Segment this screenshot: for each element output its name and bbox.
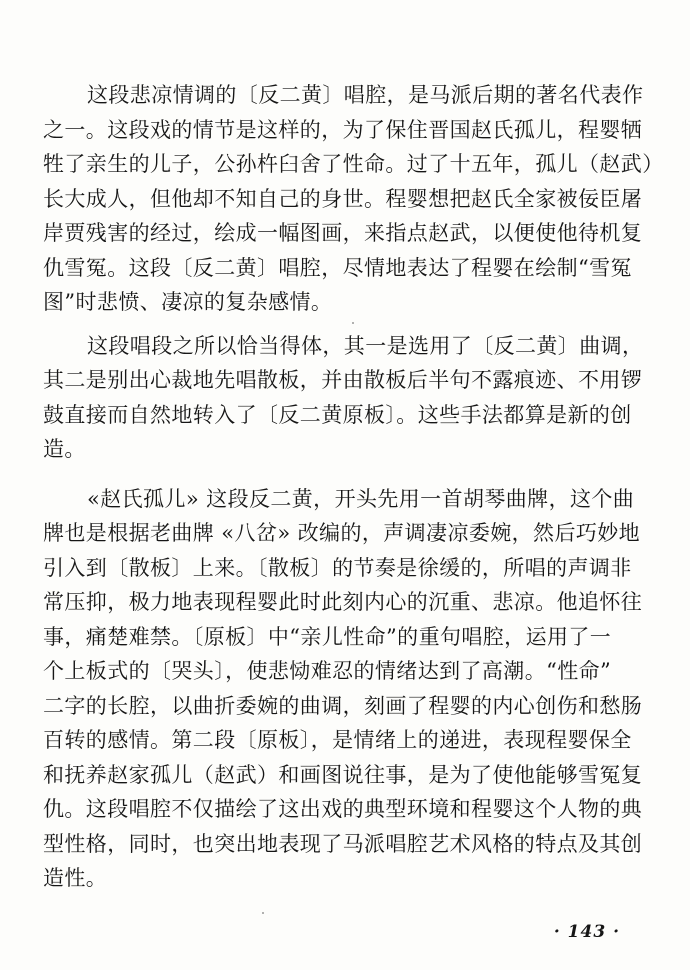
scan-speck: [262, 912, 264, 914]
paragraph-3: [43, 482, 649, 896]
paragraph-2: [43, 329, 649, 467]
text-line: 事，痛楚难禁。〔原板〕中“亲儿性命”的重句唱腔，运用了一: [43, 624, 612, 649]
text-line: 图”时悲愤、凄凉的复杂感情。: [43, 290, 333, 314]
text-line: 岸贾残害的经过，绘成一幅图画，来指点赵武，以便使他待机复: [43, 221, 643, 245]
text-line: 这段唱段之所以恰当得体，其一是选用了〔反二黄〕曲调，: [87, 333, 644, 358]
text-line: 常压抑，极力地表现程婴此时此刻内心的沉重、悲凉。他追怀往: [43, 590, 643, 614]
text-line: «赵氏孤儿» 这段反二黄，开头先用一首胡琴曲牌，这个曲: [87, 486, 635, 511]
text-line: 牲了亲生的儿子，公孙杵臼舍了性命。过了十五年，孤儿（赵武）: [43, 152, 664, 176]
text-line: 仇。这段唱腔不仅描绘了这出戏的典型环境和程婴这个人物的典: [43, 797, 643, 821]
text-line: 型性格，同时，也突出地表现了马派唱腔艺术风格的特点及其创: [43, 831, 643, 856]
text-line: 这段悲凉情调的〔反二黄〕唱腔，是马派后期的著名代表作: [87, 83, 644, 107]
text-line: 其二是别出心裁地先唱散板，并由散板后半句不露痕迹、不用锣: [43, 368, 643, 392]
text-line: 二字的长腔，以曲折委婉的曲调，刻画了程婴的内心创伤和愁肠: [43, 693, 643, 718]
text-line: 长大成人，但他却不知自己的身世。程婴想把赵氏全家被佞臣屠: [43, 186, 643, 211]
scan-speck: [352, 322, 354, 324]
text-line: 百转的感情。第二段〔原板〕，是情绪上的递进，表现程婴保全: [43, 728, 632, 752]
text-line: 鼓直接而自然地转入了〔反二黄原板〕。这些手法都算是新的创: [43, 402, 632, 427]
page-number: · 143 ·: [553, 922, 620, 942]
body-text: [43, 78, 664, 896]
text-line: 之一。这段戏的情节是这样的，为了保住晋国赵氏孤儿，程婴牺: [43, 117, 643, 142]
text-line: 和抚养赵家孤儿（赵武）和画图说往事，是为了使他能够雪冤复: [43, 762, 643, 787]
text-line: 仇雪冤。这段〔反二黄〕唱腔，尽情地表达了程婴在绘制“雪冤: [43, 255, 632, 280]
text-line: 引入到〔散板〕上来。〔散板〕的节奏是徐缓的，所唱的声调非: [43, 555, 632, 580]
text-line: 牌也是根据老曲牌 «八岔» 改编的，声调凄凉委婉，然后巧妙地: [43, 521, 641, 545]
paragraph-1: [43, 78, 664, 320]
text-line: 造。: [43, 437, 86, 461]
text-line: 个上板式的〔哭头〕，使悲恸难忍的情绪达到了高潮。“性命”: [43, 659, 612, 683]
text-line: 造性。: [43, 866, 108, 890]
